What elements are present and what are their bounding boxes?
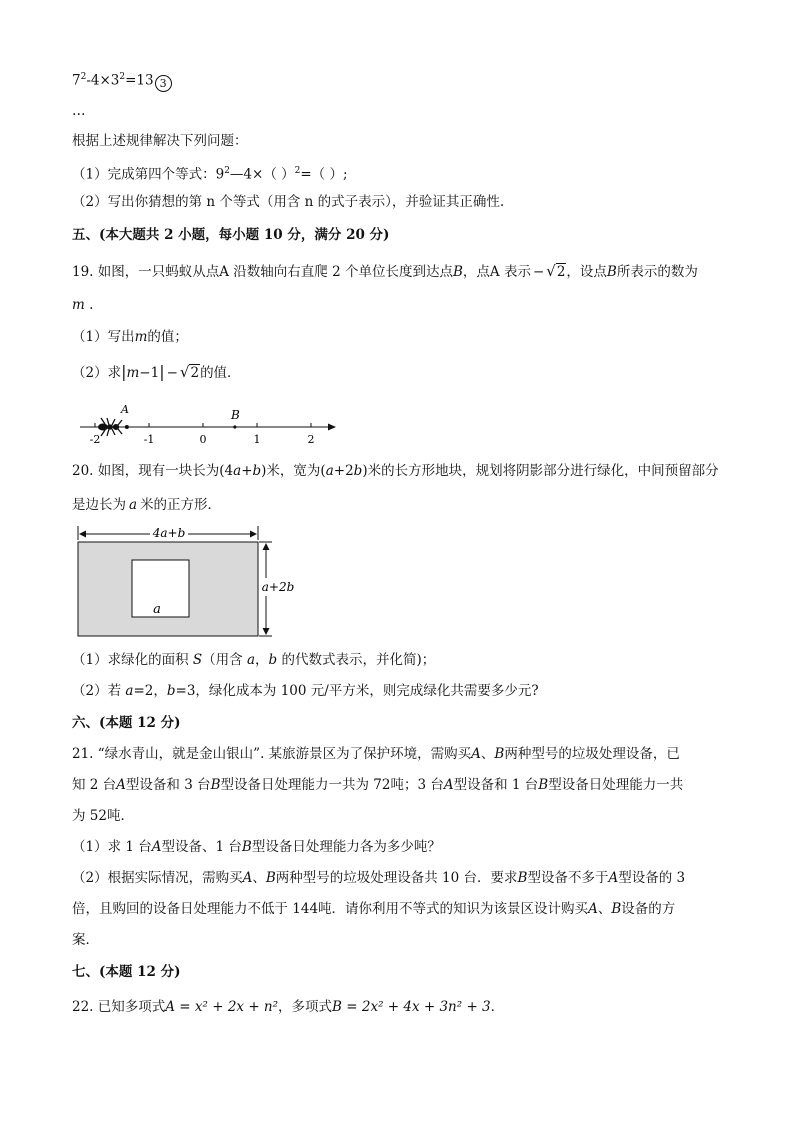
var-A: A: [588, 901, 598, 917]
var-A: A: [151, 839, 162, 855]
q21-l2-a: 知 2 台: [72, 777, 117, 793]
var-B: B: [332, 999, 342, 1015]
label-B: B: [231, 408, 240, 422]
ellipsis: …: [72, 103, 86, 119]
q19-line-2: [72, 295, 93, 315]
rectangle-figure: [72, 522, 312, 644]
var-B: B: [265, 870, 276, 886]
square-label: a: [153, 602, 161, 617]
q1-a: （1）完成第四个等式：9: [72, 166, 225, 183]
eq3-end: =13: [125, 72, 154, 89]
point-B: [233, 425, 236, 428]
question-part-2: （2）写出你猜想的第 n 个等式（用含 n 的式子表示），并验证其正确性.: [72, 194, 505, 210]
var-b: b: [166, 683, 176, 699]
q21-sub-2-line-3: 案．: [72, 932, 99, 948]
q22-a: 22. 已知多项式: [72, 999, 166, 1015]
var-B: B: [517, 870, 528, 886]
axis-arrow: [328, 424, 336, 431]
q20-s2-c: =3，绿化成本为 100 元/平方米，则完成绿化共需要多少元?: [175, 683, 539, 699]
q20-sub-1: [72, 650, 435, 670]
var-A: A: [116, 777, 126, 793]
ant-icon: [98, 418, 122, 436]
var-b: b: [268, 652, 278, 668]
q22-line: [72, 997, 504, 1017]
sep: 、: [480, 746, 495, 762]
plus-2: +2: [333, 463, 354, 479]
q19-text-d: 所表示的数为: [616, 264, 698, 280]
var-a: a: [233, 463, 242, 479]
q20-s2-b: =2，: [133, 683, 167, 699]
var-B: B: [452, 264, 463, 280]
q21-s1-a: （1）求 1 台: [72, 839, 152, 855]
sqrt-radicand: 2: [556, 264, 566, 280]
q21-sub-2-line-2: [72, 899, 675, 919]
q21-s2-a: （2）根据实际情况，需购买: [72, 870, 243, 886]
sep: 、: [597, 901, 612, 917]
q21-s2-c: 型设备不多于: [527, 870, 609, 886]
var-m: m: [126, 365, 140, 381]
q21-s2-l2-b: 设备的方: [621, 901, 676, 917]
q20-s1-d: 的代数式表示，并化简)；: [281, 652, 436, 668]
q21-l1-end: 两种型号的垃圾处理设备，已: [504, 746, 680, 762]
circled-number-3: 3: [155, 75, 172, 92]
q22-c: ．: [490, 999, 505, 1015]
q20-l2-b: 米的正方形．: [140, 497, 222, 513]
var-A: A: [608, 870, 619, 886]
q19-sub-2: （2）求|m−1| − √2的值．: [72, 362, 241, 381]
q20-l2-a: 是边长为: [72, 497, 126, 513]
minus-sign: −: [166, 365, 178, 381]
q21-sub-2-line-1: [72, 868, 685, 888]
var-b: b: [252, 463, 262, 479]
q19-text-a: 19. 如图，一只蚂蚁从点A 沿数轴向右直爬 2 个单位长度到达点: [72, 264, 453, 280]
rule-text: 根据上述规律解决下列问题：: [72, 133, 248, 149]
tick-label: 0: [199, 433, 207, 446]
section-6-title: 六、(本题 12 分): [72, 715, 181, 731]
question-part-1: （1）完成第四个等式：$9^2—4\times$（ ）$^2$=（ ）;: [72, 166, 348, 183]
var-a: a: [246, 652, 255, 668]
q21-l2-b: 型设备和 3 台: [125, 777, 211, 793]
abs-expression: |m−1|: [121, 362, 165, 381]
q21-line-3: 为 52吨．: [72, 808, 134, 824]
var-B: B: [494, 746, 505, 762]
q1-c: =（ ）;: [300, 166, 348, 183]
var-B: B: [538, 777, 549, 793]
sep: 、: [252, 870, 266, 886]
section-7-title: 七、(本题 12 分): [72, 964, 181, 980]
tick-label: 2: [307, 433, 315, 446]
q21-l2-d: 型设备和 1 台: [453, 777, 539, 793]
equation-3: $7^2-4\times 3^2=13$ 3: [72, 67, 172, 92]
var-S: S: [192, 652, 203, 668]
comma: ，: [255, 652, 269, 668]
tick-label: -2: [89, 433, 101, 446]
q21-line-2: [72, 775, 683, 795]
eq3-rest: -4×3: [86, 72, 120, 89]
q22-b: ，多项式: [278, 999, 333, 1015]
tick-label: -1: [143, 433, 155, 446]
polynomial-A: = x² + 2x + n²: [175, 999, 279, 1015]
q19-s1-a: （1）写出: [72, 329, 135, 345]
q19-sub-1: [72, 327, 188, 347]
minus-one: −1: [139, 365, 160, 381]
q20-s1-a: （1）求绿化的面积: [72, 652, 189, 668]
var-A: A: [471, 746, 481, 762]
var-a: a: [129, 497, 138, 513]
sqrt-radicand: 2: [190, 365, 200, 381]
eq3-base: 7: [72, 72, 81, 89]
q19-text-c: ，设点: [566, 264, 607, 280]
plus: +: [241, 463, 253, 479]
var-b: b: [353, 463, 363, 479]
q21-s2-b: 两种型号的垃圾处理设备共 10 台．要求: [275, 870, 518, 886]
minus-sign: −: [532, 264, 545, 280]
var-m: m: [72, 297, 85, 313]
var-m: m: [134, 329, 148, 345]
q19-line-1: [72, 261, 698, 282]
q21-l2-e: 型设备日处理能力一共: [548, 777, 684, 793]
q20-s2-a: （2）若: [72, 683, 122, 699]
number-line-figure: [70, 398, 350, 450]
height-label: a+2b: [261, 580, 295, 594]
label-A: A: [121, 403, 129, 416]
q19-s2-b: 的值．: [200, 365, 241, 381]
q21-s2-l2-a: 倍，且购回的设备日处理能力不低于 144吨．请你利用不等式的知识为该景区设计购买: [72, 901, 589, 917]
q21-s1-c: 型设备日处理能力各为多少吨？: [251, 839, 441, 855]
q20-b: )米，宽为(: [261, 463, 326, 479]
q19-s1-b: 的值；: [147, 329, 188, 345]
point-A: [125, 425, 129, 429]
section-5-title: 五、(本大题共 2 小题，每小题 10 分，满分 20 分): [72, 227, 390, 243]
width-label: 4a+b: [152, 526, 186, 540]
q1-b: —4×（ ）: [229, 166, 295, 183]
q21-line-1: [72, 744, 680, 764]
q19-text-b: ，点A 表示: [462, 264, 531, 280]
q20-sub-2: [72, 681, 539, 701]
var-B: B: [241, 839, 252, 855]
q21-s1-b: 型设备、1 台: [161, 839, 242, 855]
var-a: a: [125, 683, 134, 699]
period: .: [89, 297, 94, 313]
q21-sub-1: [72, 837, 441, 857]
var-A: A: [165, 999, 176, 1015]
var-a: a: [325, 463, 334, 479]
polynomial-B: = 2x² + 4x + 3n² + 3: [341, 999, 491, 1015]
var-B-2: B: [606, 264, 617, 280]
q20-a: 20. 如图，现有一块长为(4: [72, 463, 234, 479]
var-A: A: [443, 777, 454, 793]
q20-d: )米的长方形地块，规划将阴影部分进行绿化，中间预留部分: [362, 463, 719, 479]
tick-label: 1: [253, 433, 261, 446]
q21-s2-d: 型设备的 3: [618, 870, 686, 886]
q20-line-1: [72, 461, 719, 481]
var-A: A: [242, 870, 253, 886]
var-B: B: [611, 901, 622, 917]
q20-s1-b: （用含: [202, 652, 243, 668]
q21-l1: 21. “绿水青山，就是金山银山”. 某旅游景区为了保护环境，需购买: [72, 746, 472, 762]
q21-l2-c: 型设备日处理能力一共为 72吨；3 台: [220, 777, 444, 793]
q20-line-2: [72, 495, 221, 515]
neg-sqrt2: − √2: [532, 262, 566, 280]
var-B: B: [210, 777, 221, 793]
q19-s2-a: （2）求: [72, 365, 122, 381]
